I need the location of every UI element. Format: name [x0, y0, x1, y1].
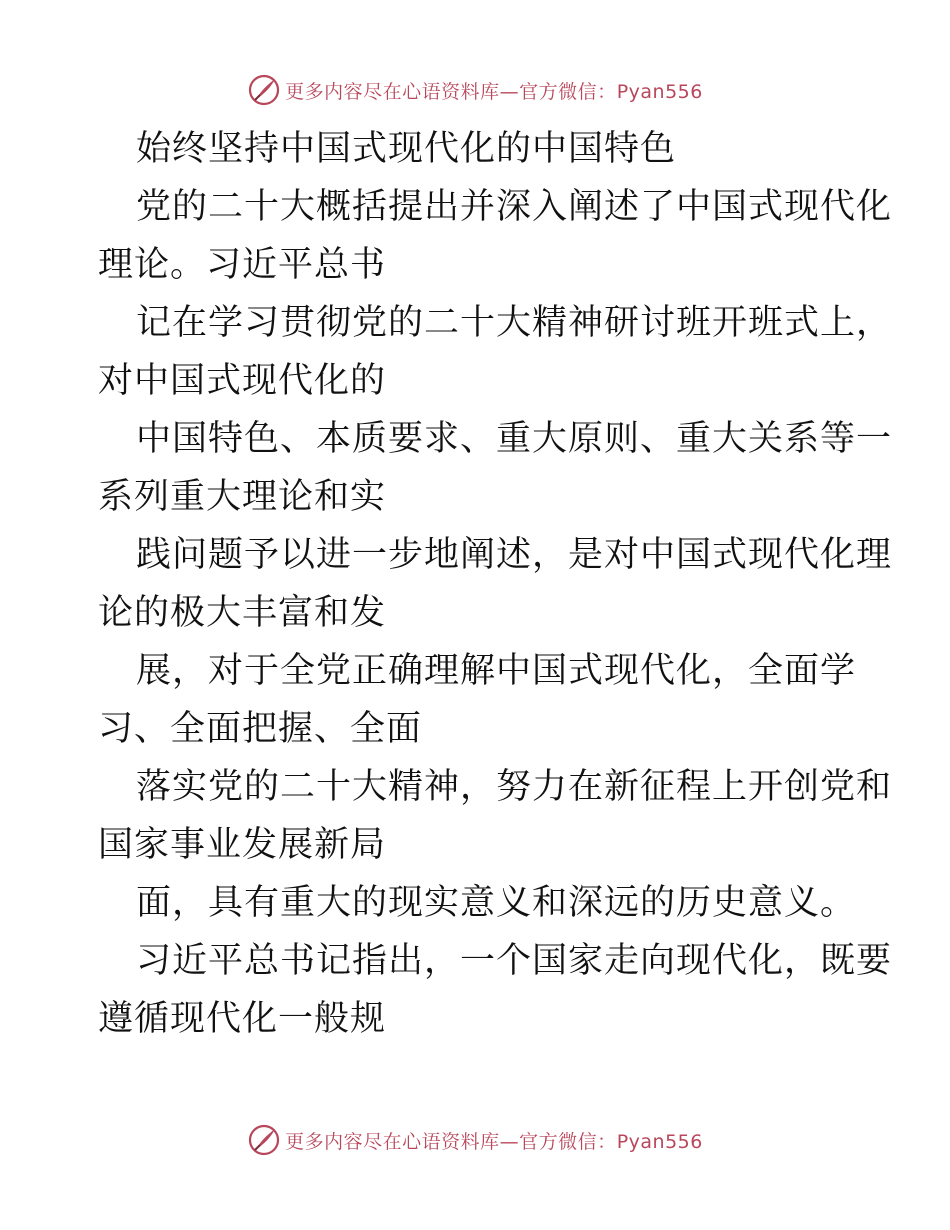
- text-line: 党的二十大概括提出并深入阐述了中国式现代化: [136, 187, 893, 227]
- text-line: 理论。习近平总书: [98, 245, 387, 285]
- feather-pen-icon: [247, 73, 281, 107]
- footer-banner: [0, 1120, 950, 1160]
- document-body: [98, 120, 893, 1048]
- feather-pen-icon: [247, 1123, 281, 1157]
- text-line: 遵循现代化一般规: [98, 999, 387, 1039]
- banner-text: 更多内容尽在心语资料库—官方微信：Pyan556: [285, 1130, 703, 1153]
- text-line: 面，具有重大的现实意义和深远的历史意义。: [136, 883, 857, 923]
- text-line: 习近平总书记指出，一个国家走向现代化，既要: [136, 941, 893, 981]
- text-line: 论的极大丰富和发: [98, 593, 387, 633]
- text-line: 践问题予以进一步地阐述，是对中国式现代化理: [136, 535, 893, 575]
- text-line: 习、全面把握、全面: [98, 709, 423, 749]
- text-line: 落实党的二十大精神，努力在新征程上开创党和: [136, 767, 893, 807]
- text-line: 中国特色、本质要求、重大原则、重大关系等一: [136, 419, 893, 459]
- text-line: 对中国式现代化的: [98, 361, 387, 401]
- banner-text: 更多内容尽在心语资料库—官方微信：Pyan556: [285, 80, 703, 103]
- text-line: 国家事业发展新局: [98, 825, 387, 865]
- text-line: 系列重大理论和实: [98, 477, 387, 517]
- paragraph-heading: 始终坚持中国式现代化的中国特色: [136, 129, 677, 169]
- text-line: 展，对于全党正确理解中国式现代化，全面学: [136, 651, 857, 691]
- header-banner: [0, 70, 950, 110]
- text-line: 记在学习贯彻党的二十大精神研讨班开班式上，: [136, 303, 893, 343]
